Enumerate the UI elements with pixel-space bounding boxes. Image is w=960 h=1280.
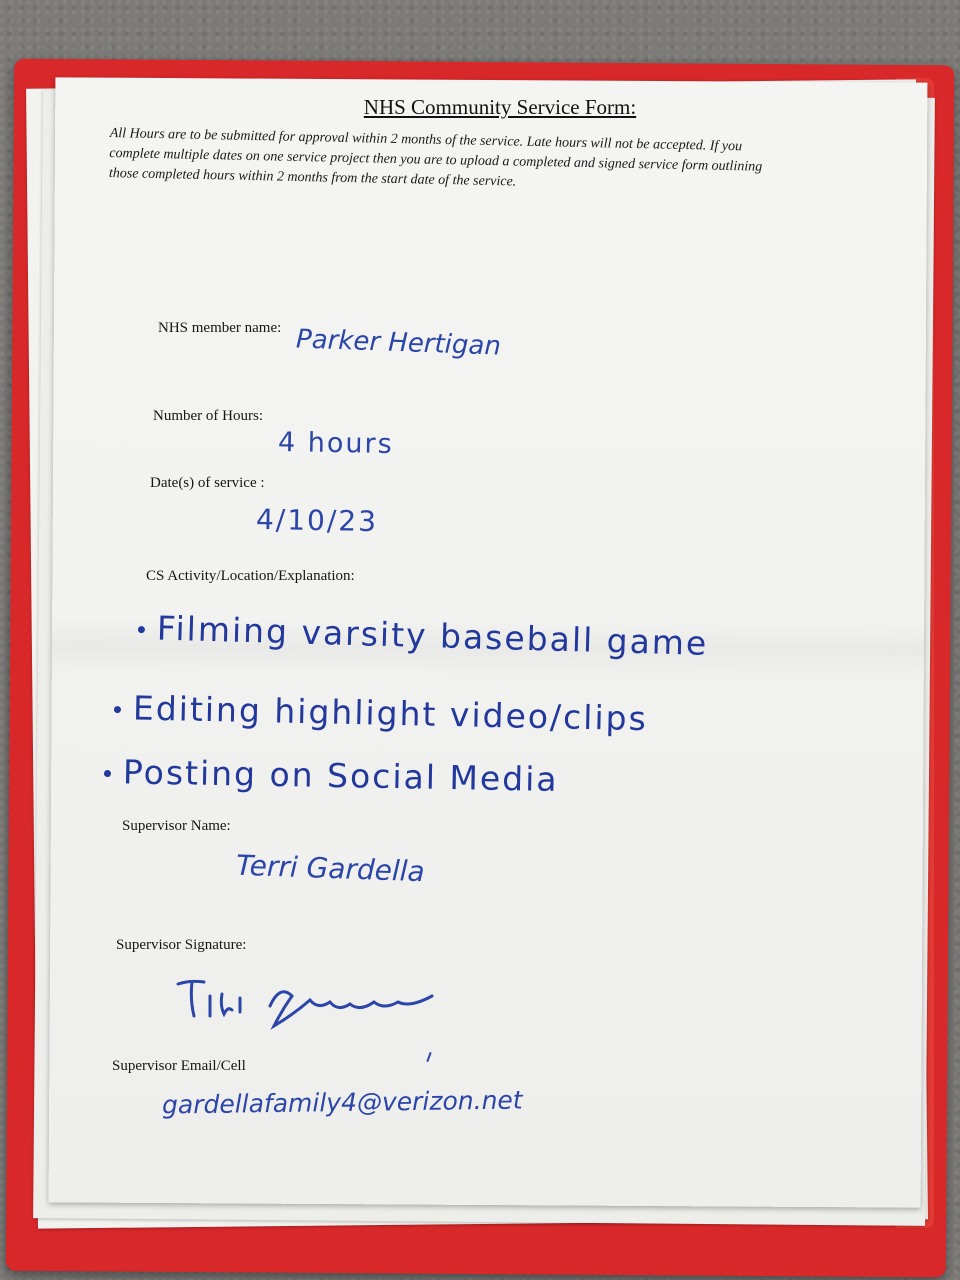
hours-label: Number of Hours: — [153, 408, 263, 424]
supervisor-name-label: Supervisor Name: — [122, 818, 231, 834]
member-name-label: NHS member name: — [158, 320, 282, 336]
supervisor-name-value: Terri Gardella — [235, 848, 426, 889]
bullet-icon — [104, 770, 111, 777]
form-title: NHS Community Service Form: — [363, 95, 637, 119]
supervisor-contact-label: Supervisor Email/Cell — [112, 1058, 246, 1074]
dates-label: Date(s) of service : — [150, 475, 265, 491]
hours-value: 4 hours — [277, 426, 394, 461]
supervisor-signature — [170, 966, 450, 1036]
dates-value: 4/10/23 — [255, 502, 379, 539]
activity-item: Filming varsity baseball game — [137, 608, 708, 663]
form-instructions: All Hours are to be submitted for approval within 2 months of the service. Late hours will not be accepted. If you complete multiple dates on one service project then you are to upload a completed and signed service form outlining those completed hours within 2 months from the start date of the service. — [108, 125, 763, 190]
bullet-icon — [114, 706, 121, 713]
bullet-icon — [138, 626, 145, 633]
supervisor-signature-label: Supervisor Signature: — [116, 937, 247, 953]
member-name-value: Parker Hertigan — [295, 324, 502, 362]
activity-item: Editing highlight video/clips — [114, 688, 649, 738]
activity-label: CS Activity/Location/Explanation: — [146, 568, 355, 584]
activity-item: Posting on Social Media — [104, 752, 559, 799]
supervisor-contact-value: gardellafamily4@verizon.net — [161, 1085, 523, 1120]
